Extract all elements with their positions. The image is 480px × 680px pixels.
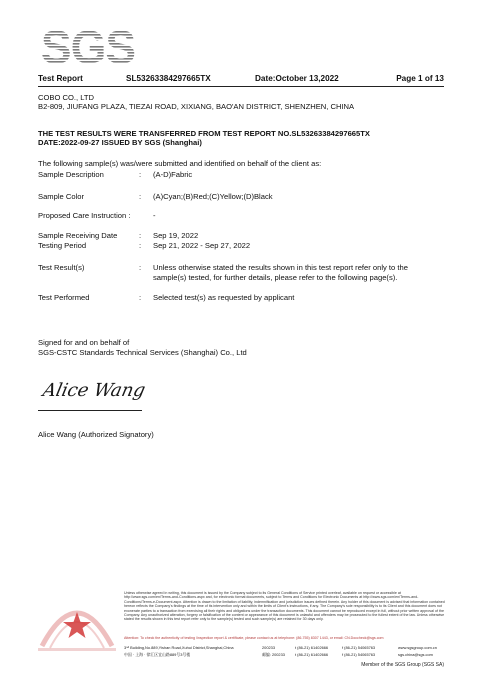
field-value-receiving-date: Sep 19, 2022 [153,231,199,240]
footer-disclaimer: Unless otherwise agreed in writing, this document is issued by the Company subject to its General Conditions of Service printed overleaf, available on request or accessible at http://www.sgs.com/en/Terms-and-Conditions.aspx and, for electronic format documents, subject to Terms and Conditions for Electronic Documents at http://www.sgs.com/en/Terms-and-Conditions/Terms-e-Document.aspx. Attention is drawn to the limitation of liability, indemnification and jurisdiction issues defined therein. Any holder of this document is advised that information contained hereon reflects the Company's findings at the time of its intervention only and within the limits of Client's instructions, if any. The Company's sole responsibility is to its Client and this document does not exonerate parties to a transaction from exercising all their rights and obligations under the transaction documents. This document cannot be reproduced except in full, without prior written approval of the Company. Any unauthorized alteration, forgery or falsification of the content or appearance of this document is unlawful and offenders may be prosecuted to the fullest extent of the law. Unless otherwise stated the results shown in this test report refer only to the sample(s) tested and such sample(s) are retained for 30 days only. [124,591,445,622]
field-colon: : [139,241,142,250]
signed-company-line: SGS-CSTC Standards Technical Services (Shanghai) Co., Ltd [38,348,247,357]
transfer-note-line2: DATE:2022-09-27 ISSUED BY SGS (Shanghai) [38,138,202,147]
sgs-logo [40,22,136,68]
field-label-care-instruction: Proposed Care Instruction : [38,211,131,220]
field-colon: : [139,170,142,179]
handwritten-signature-text: Alice Wang [40,380,148,401]
field-value-test-performed: Selected test(s) as requested by applicant [153,293,295,302]
handwritten-signature [40,368,150,408]
field-label-testing-period: Testing Period [38,241,87,250]
field-colon: : [139,293,142,302]
header-rule [38,86,444,87]
field-label-test-performed: Test Performed [38,293,90,302]
footer-tel-en: t (86-21) 61402666 [295,645,329,650]
client-address: B2-809, JIUFANG PLAZA, TIEZAI ROAD, XIXIANG, BAO'AN DISTRICT, SHENZHEN, CHINA [38,102,355,111]
sgs-group-member: Member of the SGS Group (SGS SA) [361,662,444,668]
report-date: Date:October 13,2022 [255,74,339,83]
footer-postcode-cn: 邮编: 200233 [262,652,285,657]
footer-fax-en: f (86-21) 54065763 [342,645,376,650]
field-label-test-results: Test Result(s) [38,263,85,272]
intro-text: The following sample(s) was/were submitted and identified on behalf of the client as: [38,159,322,168]
client-name: COBO CO., LTD [38,93,94,102]
sgs-logo-text: SGS [40,22,136,68]
field-colon: : [139,231,142,240]
footer-address-en: 3ⁿᵈ Building,No.889,Yishan Road,Xuhui District,Shanghai,China [124,645,234,650]
field-value-sample-color: (A)Cyan;(B)Red;(C)Yellow;(D)Black [153,192,273,201]
report-number: SL53263384297665TX [126,74,211,83]
field-colon: : [139,192,142,201]
footer-attention: Attention: To check the authenticity of testing /inspection report & certificate, please contact us at telephone: (86-755) 8307 1443, or email: CN.Doccheck@sgs.com [124,636,384,640]
signed-for-line: Signed for and on behalf of [38,338,130,347]
footer-address-cn: 中国 · 上海 · 徐汇区宜山路889号3号楼 [124,652,191,657]
report-header [38,74,444,86]
field-label-sample-description: Sample Description [38,170,104,179]
footer-email: sgs.china@sgs.com [398,652,433,657]
signature-line [38,410,142,411]
signatory-name: Alice Wang (Authorized Signatory) [38,430,154,439]
field-value-testing-period: Sep 21, 2022 - Sep 27, 2022 [153,241,251,250]
footer-postcode-en: 200233 [262,645,275,650]
field-label-receiving-date: Sample Receiving Date [38,231,118,240]
testing-center-seal [32,588,122,658]
report-label: Test Report [38,74,83,83]
field-colon: : [139,263,142,272]
footer-tel-cn: t (86-21) 61402666 [295,652,329,657]
footer-web: www.sgsgroup.com.cn [398,645,437,650]
transfer-note-line1: THE TEST RESULTS WERE TRANSFERRED FROM TEST REPORT NO.SL53263384297665TX [38,129,370,138]
field-value-test-results: Unless otherwise stated the results shown in this test report refer only to the sample(s) tested, for further details, please refer to the following page(s). [153,263,408,282]
field-value-sample-description: (A-D)Fabric [153,170,193,179]
footer-fax-cn: f (86-21) 54065763 [342,652,376,657]
field-label-sample-color: Sample Color [38,192,85,201]
field-value-care-instruction: - [153,211,156,220]
page-number: Page 1 of 13 [396,74,444,83]
